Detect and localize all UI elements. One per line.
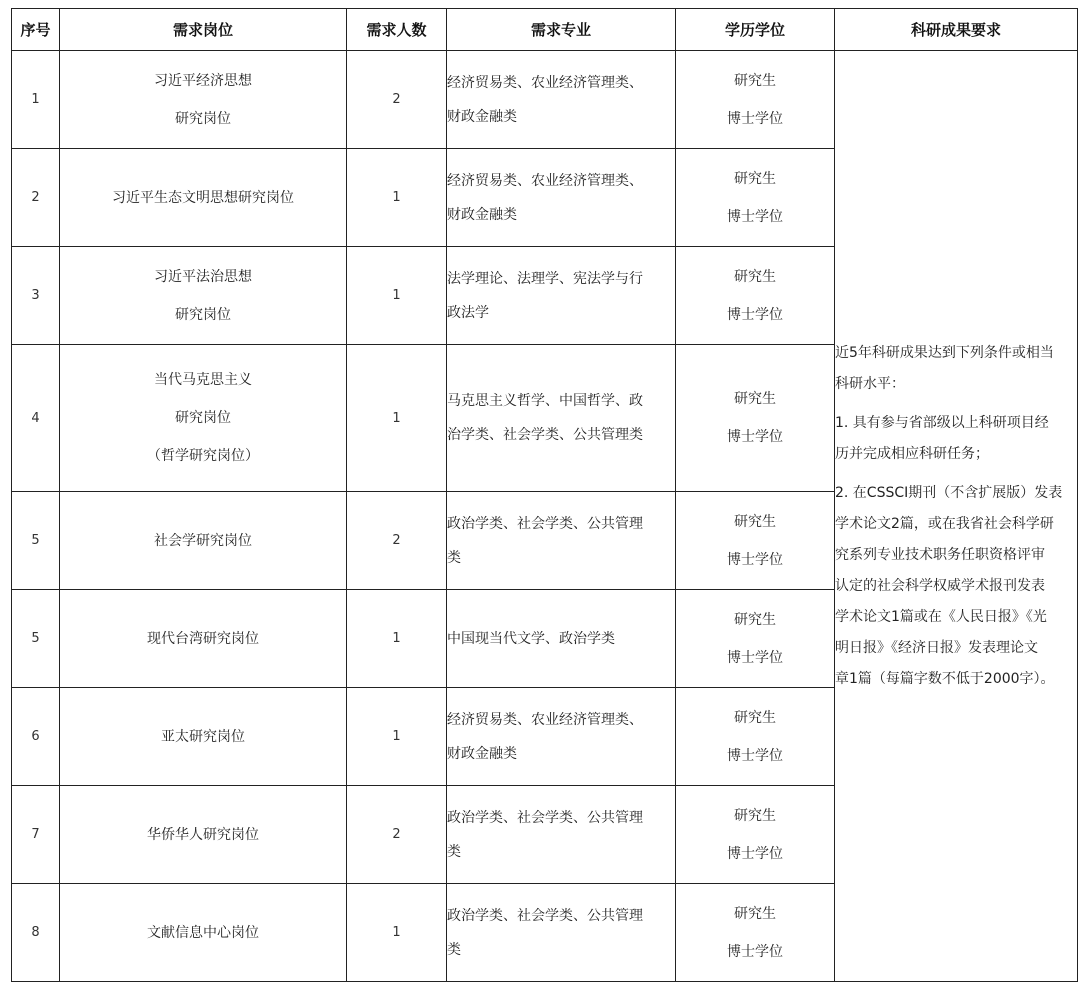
row-index: 6 — [12, 688, 60, 786]
row-post: 文献信息中心岗位 — [60, 884, 347, 982]
row-count: 1 — [347, 590, 447, 688]
row-major: 经济贸易类、农业经济管理类、 财政金融类 — [447, 51, 676, 149]
row-degree: 研究生 博士学位 — [676, 247, 835, 345]
row-major: 经济贸易类、农业经济管理类、 财政金融类 — [447, 149, 676, 247]
post-line: 习近平经济思想 — [154, 72, 252, 89]
row-count: 1 — [347, 884, 447, 982]
row-index: 2 — [12, 149, 60, 247]
header-major: 需求专业 — [447, 9, 676, 51]
row-major: 中国现当代文学、政治学类 — [447, 590, 676, 688]
row-count: 2 — [347, 492, 447, 590]
row-degree: 研究生 博士学位 — [676, 149, 835, 247]
row-major: 政治学类、社会学类、公共管理 类 — [447, 884, 676, 982]
header-row — [12, 9, 1078, 51]
row-post: 当代马克思主义 研究岗位 （哲学研究岗位） — [60, 345, 347, 492]
row-post: 华侨华人研究岗位 — [60, 786, 347, 884]
row-count: 1 — [347, 688, 447, 786]
row-count: 2 — [347, 51, 447, 149]
row-count: 1 — [347, 247, 447, 345]
header-requirement: 科研成果要求 — [835, 9, 1078, 51]
row-index: 4 — [12, 345, 60, 492]
row-major: 马克思主义哲学、中国哲学、政 治学类、社会学类、公共管理类 — [447, 345, 676, 492]
row-degree: 研究生 博士学位 — [676, 51, 835, 149]
row-post: 现代台湾研究岗位 — [60, 590, 347, 688]
row-count: 1 — [347, 149, 447, 247]
row-count: 2 — [347, 786, 447, 884]
row-post — [60, 51, 347, 149]
row-index: 5 — [12, 590, 60, 688]
row-major: 经济贸易类、农业经济管理类、 财政金融类 — [447, 688, 676, 786]
row-post: 社会学研究岗位 — [60, 492, 347, 590]
row-index: 1 — [12, 51, 60, 149]
table-row — [12, 51, 1078, 149]
row-post: 习近平生态文明思想研究岗位 — [60, 149, 347, 247]
row-degree: 研究生 博士学位 — [676, 688, 835, 786]
row-degree: 研究生 博士学位 — [676, 590, 835, 688]
row-major: 政治学类、社会学类、公共管理 类 — [447, 492, 676, 590]
row-count: 1 — [347, 345, 447, 492]
row-degree: 研究生 博士学位 — [676, 786, 835, 884]
row-index: 3 — [12, 247, 60, 345]
row-degree: 研究生 博士学位 — [676, 884, 835, 982]
row-major: 政治学类、社会学类、公共管理 类 — [447, 786, 676, 884]
header-count: 需求人数 — [347, 9, 447, 51]
row-degree: 研究生 博士学位 — [676, 345, 835, 492]
header-post: 需求岗位 — [60, 9, 347, 51]
row-major: 法学理论、法理学、宪法学与行 政法学 — [447, 247, 676, 345]
research-requirement: 近5年科研成果达到下列条件或相当 科研水平： 1. 具有参与省部级以上科研项目经 历并完成相应科研任务； 2. 在CSSCI期刊（不含扩展版）发表 学术论文2篇，或在我省社会科学研 究系列专业技术职务任职资格评审 认定的社会科学权威学术报刊发表 学术论文1篇或在《人民日报》《光 明日报》《经济日报》发表理论文 章1篇（每篇字数不低于2000字）。 — [835, 51, 1078, 982]
row-post: 习近平法治思想 研究岗位 — [60, 247, 347, 345]
header-degree: 学历学位 — [676, 9, 835, 51]
row-index: 8 — [12, 884, 60, 982]
row-degree: 研究生 博士学位 — [676, 492, 835, 590]
post-line: 研究岗位 — [175, 110, 231, 127]
row-index: 7 — [12, 786, 60, 884]
header-index: 序号 — [12, 9, 60, 51]
row-index: 5 — [12, 492, 60, 590]
recruitment-table — [11, 8, 1078, 982]
row-post: 亚太研究岗位 — [60, 688, 347, 786]
